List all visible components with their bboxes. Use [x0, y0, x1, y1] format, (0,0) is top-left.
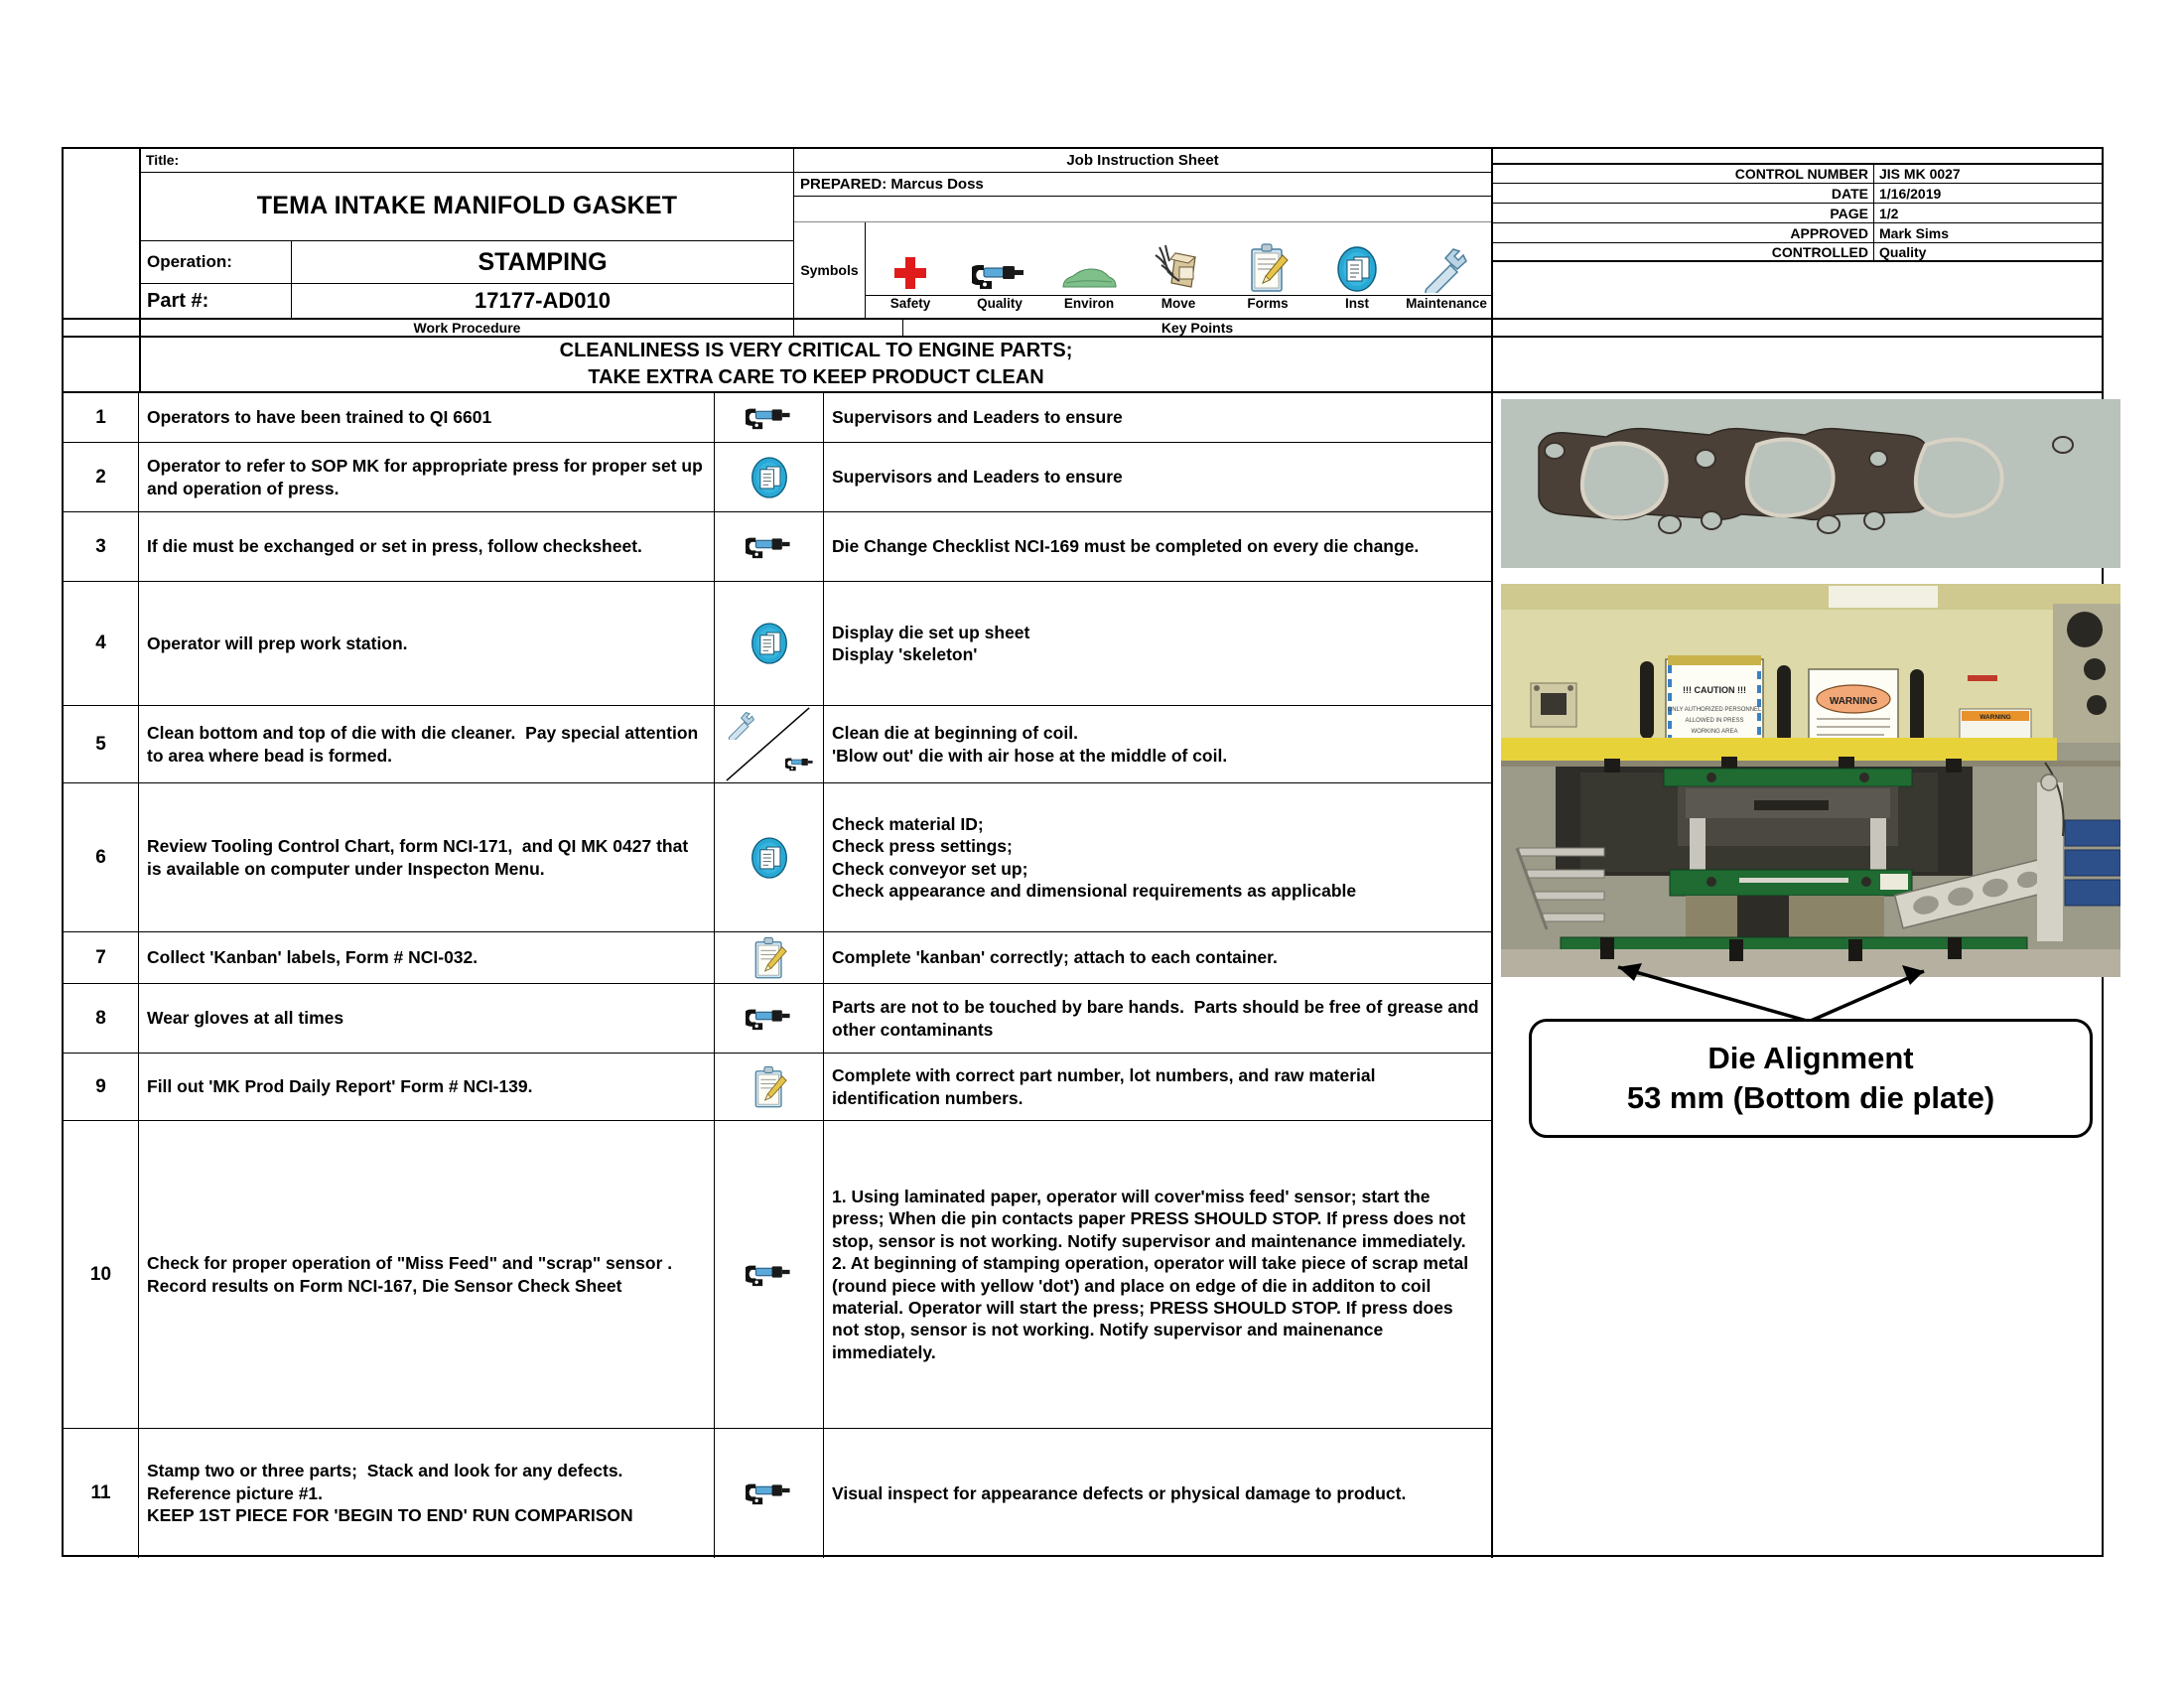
header-spacer [794, 197, 1491, 222]
step-symbol-cell [715, 1121, 824, 1428]
wrench-icon [725, 710, 758, 740]
legend-cell-inst [1312, 222, 1402, 293]
key-points-line: Supervisors and Leaders to ensure [832, 407, 1123, 428]
step-work-procedure [139, 932, 715, 983]
page-title: TEMA INTAKE MANIFOLD GASKET [141, 173, 793, 241]
symbol-name-maintenance: Maintenance [1406, 296, 1487, 311]
controlled-value: Quality [1873, 243, 2102, 260]
instruction-documents-icon [750, 622, 789, 665]
banner-image-cell [1493, 338, 2102, 391]
step-row [64, 443, 1491, 512]
steps-table [64, 393, 1493, 1558]
wrench-icon [1419, 245, 1474, 293]
step-work-procedure [139, 783, 715, 931]
step-number: 8 [64, 984, 139, 1053]
page-label: PAGE [1830, 205, 1868, 221]
operation-row [141, 241, 793, 284]
key-points-line: Display die set up sheet [832, 622, 1030, 642]
work-procedure-line: Stamp two or three parts; Stack and look for any defects. Reference picture #1. [147, 1461, 628, 1503]
step-row [64, 783, 1491, 932]
step-key-points [824, 1121, 1491, 1428]
column-header-row [64, 320, 2102, 338]
step-row [64, 932, 1491, 984]
header-block [64, 149, 2102, 320]
step-row [64, 393, 1491, 443]
micrometer-icon [746, 532, 793, 562]
image-column [1493, 393, 2102, 1558]
symbols-label: Symbols [794, 222, 866, 318]
symbols-grid [866, 222, 1491, 318]
step-number: 11 [64, 1429, 139, 1558]
split-symbol-group [715, 706, 823, 782]
symbol-name-forms: Forms [1247, 296, 1289, 311]
banner-line-2: TAKE EXTRA CARE TO KEEP PRODUCT CLEAN [588, 366, 1044, 388]
column-header-work-procedure: Work Procedure [141, 320, 794, 336]
clipboard-pencil-icon [751, 1065, 787, 1109]
step-number: 4 [64, 582, 139, 705]
work-procedure-line: Operators to have been trained to QI 6601 [147, 407, 492, 428]
cleanliness-banner [141, 338, 1493, 391]
legend-cell-environ [1044, 222, 1134, 293]
step-row [64, 1121, 1491, 1429]
step-number: 9 [64, 1054, 139, 1120]
step-key-points [824, 393, 1491, 442]
work-procedure-line: Check for proper operation of "Miss Feed" and "scrap" sensor . Record results on Form NCI-167, Die Sensor Check Sheet [147, 1253, 678, 1296]
banner-number-cell [64, 338, 141, 391]
step-symbol-cell [715, 1429, 824, 1558]
control-top-pad [1493, 149, 2102, 163]
header-title-block [141, 149, 794, 318]
key-points-line: Complete with correct part number, lot numbers, and raw material identification numbers. [832, 1065, 1381, 1108]
step-symbol-cell [715, 393, 824, 442]
step-symbol-cell [715, 984, 824, 1053]
key-points-line: Visual inspect for appearance defects or physical damage to product. [832, 1482, 1407, 1503]
cleanliness-banner-row [64, 338, 2102, 393]
step-symbol-cell [715, 706, 824, 782]
title-label: Title: [141, 149, 793, 173]
step-symbol-cell [715, 443, 824, 511]
svg-text:WARNING: WARNING [1829, 696, 1878, 707]
step-work-procedure [139, 512, 715, 581]
step-key-points [824, 783, 1491, 931]
clipboard-pencil-icon [751, 936, 787, 980]
step-number: 6 [64, 783, 139, 931]
clipboard-pencil-icon [1247, 243, 1289, 293]
symbols-legend [794, 222, 1491, 318]
work-procedure-line: Operator to refer to SOP MK for appropriate press for proper set up and operation of press. [147, 456, 708, 498]
key-points-line: Check conveyor set up; [832, 858, 1028, 879]
svg-text:ONLY AUTHORIZED PERSONNEL: ONLY AUTHORIZED PERSONNEL [1667, 707, 1762, 713]
step-symbol-cell [715, 932, 824, 983]
key-points-line: 1. Using laminated paper, operator will cover'miss feed' sensor; start the press; When die pin contacts paper PRESS SHOULD STOP. If press does not stop, sensor is not working. Notify supervisor and maintenance immediately. [832, 1186, 1471, 1251]
step-work-procedure [139, 984, 715, 1053]
key-points-line: Check material ID; [832, 813, 984, 834]
legend-cell-forms [1223, 222, 1312, 293]
callout-line-1: Die Alignment [1707, 1041, 1914, 1076]
step-work-procedure [139, 1121, 715, 1428]
controlled-label: CONTROLLED [1771, 243, 1868, 260]
micrometer-icon [746, 1478, 793, 1508]
legend-cell-maintenance [1402, 222, 1491, 293]
svg-text:!!! CAUTION !!!: !!! CAUTION !!! [1683, 685, 1746, 695]
micrometer-icon [746, 1004, 793, 1034]
step-row [64, 1429, 1491, 1558]
key-points-line: Die Change Checklist NCI-169 must be completed on every die change. [832, 536, 1420, 557]
svg-text:WORKING AREA: WORKING AREA [1691, 729, 1738, 735]
step-number: 5 [64, 706, 139, 782]
approved-value: Mark Sims [1873, 223, 2102, 242]
control-block [1493, 149, 2102, 318]
operation-value: STAMPING [478, 247, 608, 276]
key-points-line: 'Blow out' die with air hose at the middle of coil. [832, 745, 1228, 766]
step-row [64, 984, 1491, 1054]
step-number: 1 [64, 393, 139, 442]
key-points-line: Complete 'kanban' correctly; attach to each container. [832, 947, 1278, 968]
symbol-name-inst: Inst [1344, 296, 1369, 311]
step-row [64, 512, 1491, 582]
step-symbol-cell [715, 512, 824, 581]
column-header-symbol [794, 320, 903, 336]
symbols-name-row [866, 296, 1491, 318]
key-points-line: Check press settings; [832, 836, 1013, 857]
work-procedure-line: Operator will prep work station. [147, 633, 408, 653]
part-row [141, 284, 793, 318]
key-points-line: Display 'skeleton' [832, 644, 978, 664]
svg-text:WARNING: WARNING [1979, 714, 2011, 721]
step-work-procedure [139, 393, 715, 442]
work-procedure-line: KEEP 1ST PIECE FOR 'BEGIN TO END' RUN COMPARISON [147, 1505, 633, 1526]
header-symbols-block [794, 149, 1493, 318]
date-value: 1/16/2019 [1873, 184, 2102, 203]
micrometer-icon [785, 755, 815, 774]
step-row [64, 1054, 1491, 1121]
control-row-controlled [1493, 242, 2102, 262]
step-number: 10 [64, 1121, 139, 1428]
step-work-procedure [139, 443, 715, 511]
column-header-images [1493, 320, 2102, 336]
symbols-icon-row [866, 222, 1491, 296]
control-row-approved [1493, 222, 2102, 242]
wrench-icon-slot [725, 710, 758, 745]
step-key-points [824, 932, 1491, 983]
work-procedure-line: Wear gloves at all times [147, 1008, 344, 1029]
sheet-frame [62, 147, 2104, 1557]
part-label: Part #: [141, 284, 292, 318]
step-work-procedure [139, 1054, 715, 1120]
page-value: 1/2 [1873, 204, 2102, 222]
approved-label: APPROVED [1790, 224, 1868, 241]
step-key-points [824, 582, 1491, 705]
step-symbol-cell [715, 1054, 824, 1120]
column-header-number [64, 320, 141, 336]
body-area [64, 393, 2102, 1558]
operation-label: Operation: [141, 241, 292, 283]
instruction-documents-icon [750, 456, 789, 499]
micrometer-icon [746, 1260, 793, 1290]
symbol-name-quality: Quality [977, 296, 1023, 311]
control-row-page [1493, 203, 2102, 222]
intake-manifold-gasket-photo [1501, 399, 2120, 568]
micrometer-icon-slot [785, 755, 815, 778]
step-row [64, 706, 1491, 783]
step-row [64, 582, 1491, 706]
instruction-documents-icon [1335, 245, 1379, 293]
work-procedure-line: Collect 'Kanban' labels, Form # NCI-032. [147, 947, 478, 968]
control-row-date [1493, 183, 2102, 203]
step-symbol-cell [715, 582, 824, 705]
safety-cross-icon [890, 253, 930, 293]
symbol-name-environ: Environ [1063, 296, 1115, 311]
key-points-line: 2. At beginning of stamping operation, operator will take piece of scrap metal (round piece with yellow 'dot') and place on edge of die in additon to coil material. Operator will start the press; PRESS SHOULD STOP. If press does not stop, sensor is not working. Notify supervisor and mainenance immediately. [832, 1253, 1474, 1362]
key-points-line: Check appearance and dimensional requirements as applicable [832, 880, 1357, 901]
step-number: 3 [64, 512, 139, 581]
legend-cell-move [1134, 222, 1223, 293]
step-key-points [824, 1054, 1491, 1120]
key-points-line: Supervisors and Leaders to ensure [832, 467, 1123, 488]
step-key-points [824, 1429, 1491, 1558]
header-number-spacer [64, 149, 141, 318]
key-points-line: Parts are not to be touched by bare hands. Parts should be free of grease and other contaminants [832, 997, 1484, 1040]
control-number-value: JIS MK 0027 [1873, 165, 2102, 183]
step-number: 2 [64, 443, 139, 511]
symbol-name-move: Move [1160, 296, 1196, 311]
step-work-procedure [139, 1429, 715, 1558]
legend-cell-safety [866, 222, 955, 293]
column-header-key-points: Key Points [903, 320, 1493, 336]
step-work-procedure [139, 582, 715, 705]
work-procedure-line: Review Tooling Control Chart, form NCI-171, and QI MK 0427 that is available on computer under Inspecton Menu. [147, 836, 694, 879]
step-key-points [824, 512, 1491, 581]
control-number-label: CONTROL NUMBER [1734, 166, 1868, 182]
banner-line-1: CLEANLINESS IS VERY CRITICAL TO ENGINE PARTS; [559, 340, 1073, 361]
prepared-by: PREPARED: Marcus Doss [794, 173, 1491, 197]
step-key-points [824, 706, 1491, 782]
work-procedure-line: Fill out 'MK Prod Daily Report' Form # NCI-139. [147, 1076, 533, 1097]
control-row-control-number [1493, 163, 2102, 183]
instruction-documents-icon [750, 836, 789, 880]
micrometer-icon [972, 259, 1027, 293]
date-label: DATE [1831, 185, 1868, 202]
svg-text:ALLOWED IN PRESS: ALLOWED IN PRESS [1685, 718, 1744, 724]
die-alignment-callout [1529, 1019, 2093, 1138]
work-procedure-line: If die must be exchanged or set in press, follow checksheet. [147, 536, 642, 557]
callout-line-2: 53 mm (Bottom die plate) [1626, 1080, 1995, 1115]
micrometer-icon [746, 403, 793, 433]
symbol-name-safety: Safety [889, 296, 931, 311]
green-car-icon [1060, 263, 1118, 293]
key-points-line: Clean die at beginning of coil. [832, 723, 1078, 744]
move-hand-box-icon [1152, 241, 1205, 293]
step-key-points [824, 984, 1491, 1053]
work-procedure-line: Clean bottom and top of die with die cleaner. Pay special attention to area where bead is formed. [147, 723, 704, 766]
part-value: 17177-AD010 [475, 288, 611, 314]
step-symbol-cell [715, 783, 824, 931]
document-type-title: Job Instruction Sheet [794, 149, 1491, 173]
step-work-procedure [139, 706, 715, 782]
step-number: 7 [64, 932, 139, 983]
legend-cell-quality [955, 222, 1044, 293]
step-key-points [824, 443, 1491, 511]
